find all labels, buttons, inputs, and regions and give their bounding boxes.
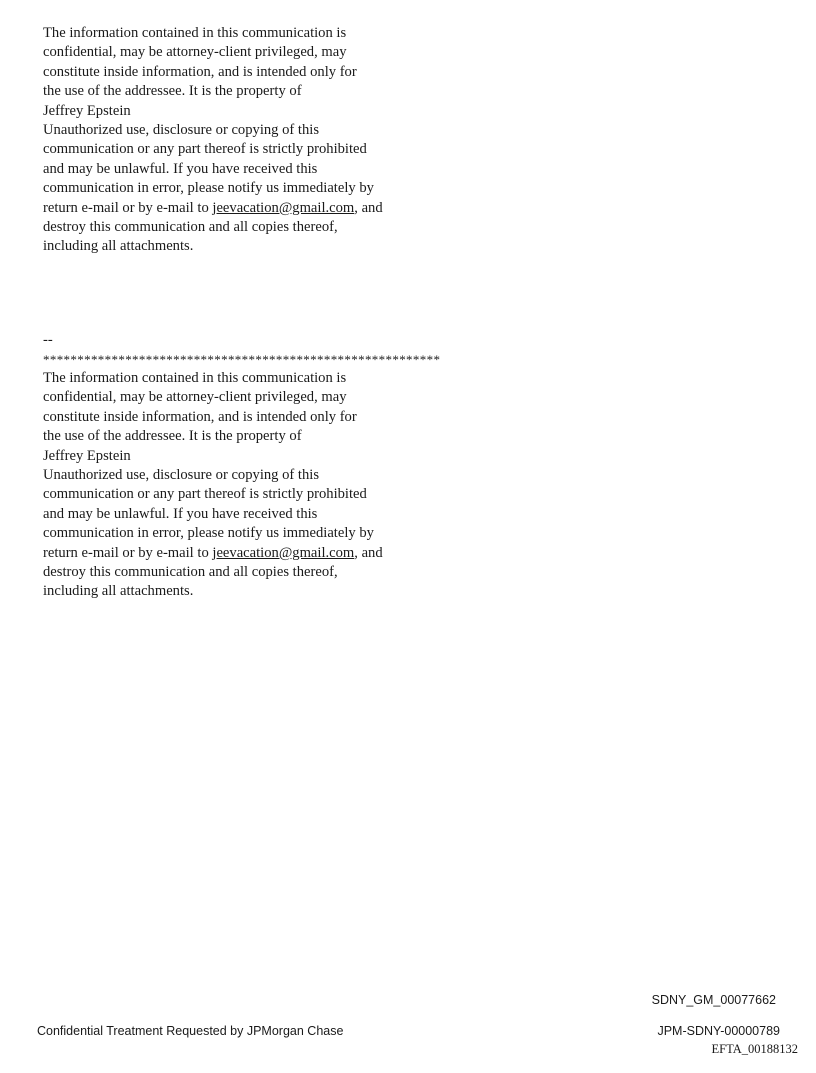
disclaimer-line: Unauthorized use, disclosure or copying of this <box>43 122 320 139</box>
disclaimer-email-line <box>43 199 383 218</box>
disclaimer-line: confidential, may be attorney-client privileged, may <box>43 389 347 406</box>
bates-number-sdny: SDNY_GM_00077662 <box>651 993 776 1007</box>
email-suffix: , and <box>354 544 383 561</box>
signature-separator <box>43 331 440 370</box>
disclaimer-email-line <box>43 544 383 563</box>
disclaimer-line: communication or any part thereof is strictly prohibited <box>43 486 367 503</box>
email-link[interactable]: jeevacation@gmail.com <box>212 544 355 561</box>
disclaimer-line: including all attachments. <box>43 238 194 255</box>
disclaimer-block-2 <box>43 369 383 602</box>
bates-number-jpm: JPM-SDNY-00000789 <box>657 1024 780 1038</box>
email-prefix: return e-mail or by e-mail to <box>43 199 213 216</box>
confidential-treatment-notice: Confidential Treatment Requested by JPMorgan Chase <box>37 1024 344 1038</box>
disclaimer-line: the use of the addressee. It is the property of <box>43 83 302 100</box>
email-suffix: , and <box>354 199 383 216</box>
disclaimer-line: constitute inside information, and is intended only for <box>43 63 357 80</box>
email-link[interactable]: jeevacation@gmail.com <box>212 199 355 216</box>
disclaimer-line: and may be unlawful. If you have received this <box>43 505 318 522</box>
disclaimer-line: confidential, may be attorney-client privileged, may <box>43 44 347 61</box>
disclaimer-line: communication in error, please notify us immediately by <box>43 180 374 197</box>
separator-stars: ********************************************************** <box>43 352 441 368</box>
disclaimer-line: Jeffrey Epstein <box>43 102 131 119</box>
disclaimer-line: constitute inside information, and is intended only for <box>43 408 357 425</box>
disclaimer-line: and may be unlawful. If you have received this <box>43 160 318 177</box>
disclaimer-line: including all attachments. <box>43 583 194 600</box>
disclaimer-line: The information contained in this communication is <box>43 370 347 386</box>
separator-dashes: -- <box>43 332 53 348</box>
disclaimer-line: communication in error, please notify us immediately by <box>43 525 374 542</box>
email-prefix: return e-mail or by e-mail to <box>43 544 213 561</box>
disclaimer-line: destroy this communication and all copies thereof, <box>43 219 338 236</box>
disclaimer-line: Unauthorized use, disclosure or copying of this <box>43 467 320 484</box>
disclaimer-block-1 <box>43 24 383 257</box>
disclaimer-line: The information contained in this communication is <box>43 25 347 41</box>
disclaimer-line: Jeffrey Epstein <box>43 447 131 464</box>
bates-number-efta: EFTA_00188132 <box>711 1042 798 1056</box>
disclaimer-line: destroy this communication and all copies thereof, <box>43 564 338 581</box>
disclaimer-line: communication or any part thereof is strictly prohibited <box>43 141 367 158</box>
disclaimer-line: the use of the addressee. It is the property of <box>43 428 302 445</box>
